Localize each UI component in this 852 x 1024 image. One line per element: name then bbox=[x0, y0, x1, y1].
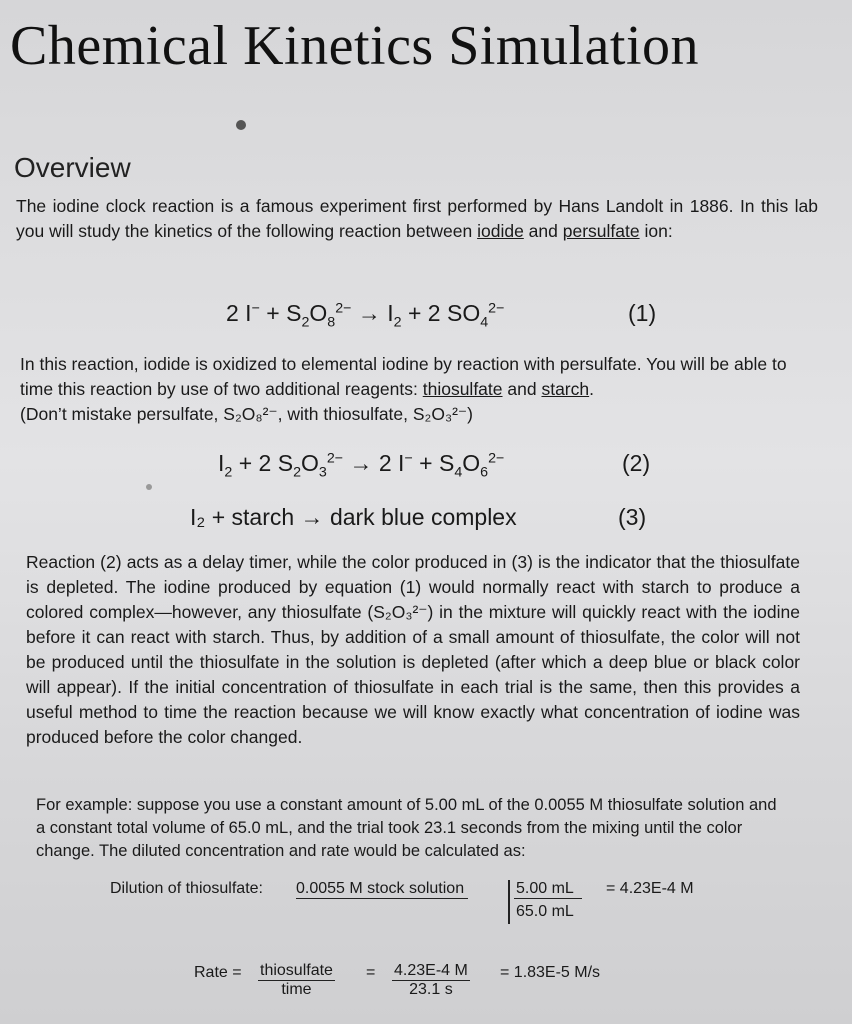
rate-fraction bbox=[258, 962, 335, 999]
rate-value-numerator: 4.23E-4 M bbox=[394, 962, 468, 979]
explanation-paragraph: Reaction (2) acts as a delay timer, while the color produced in (3) is the indicator that the thiosulfate is depleted. The iodine produced by equation (1) would normally react with starch to produce a colored complex—however, any thiosulfate (S₂O₃²⁻) in the mixture will quickly react with the iodine before it can react with starch. Thus, by addition of a small amount of thiosulfate, the color will not be produced until the thiosulfate in the solution is depleted (after which a deep blue or black color will appear). If the initial concentration of thiosulfate in each trial is the same, then this provides a useful method to time the reaction because we will know exactly what concentration of iodine was produced before the color changed. bbox=[26, 552, 800, 747]
rate-equals: = bbox=[366, 964, 376, 981]
page-title: Chemical Kinetics Simulation bbox=[10, 15, 700, 77]
reaction-paragraph: In this reaction, iodide is oxidized to elemental iodine by reaction with persulfate. You will be able to time this reaction by use of two additional reagents: thiosulfate and starch. (Don’t mistake persulfate, S₂O₈²⁻, with thiosulfate, S₂O₃²⁻) bbox=[20, 354, 787, 424]
intro-paragraph: The iodine clock reaction is a famous experiment first performed by Hans Landolt in 1886. In this lab you will study the kinetics of the following reaction between iodide and persulfate ion: bbox=[16, 196, 818, 241]
bullet-dot bbox=[236, 120, 246, 130]
iodide-link[interactable]: iodide bbox=[477, 221, 524, 241]
rate-label: Rate = bbox=[194, 964, 242, 981]
starch-link[interactable]: starch bbox=[541, 379, 590, 399]
rate-numerator: thiosulfate bbox=[260, 962, 333, 979]
rate-result: = 1.83E-5 M/s bbox=[500, 964, 601, 981]
rate-denominator: time bbox=[281, 981, 312, 998]
dilution-stock: 0.0055 M stock solution bbox=[296, 880, 468, 899]
equation-3: I₂ + starch → dark blue complex bbox=[190, 504, 517, 530]
rate-value-denominator: 23.1 s bbox=[409, 981, 453, 998]
dilution-divider bbox=[508, 880, 510, 924]
rate-value-fraction bbox=[392, 962, 470, 999]
stray-dot bbox=[146, 484, 152, 490]
dilution-numerator: 5.00 mL bbox=[514, 880, 582, 899]
equation-1-number: (1) bbox=[628, 300, 657, 326]
dilution-result: = 4.23E-4 M bbox=[606, 880, 694, 897]
thiosulfate-link[interactable]: thiosulfate bbox=[422, 379, 503, 399]
equation-2-number: (2) bbox=[622, 450, 651, 476]
example-paragraph: For example: suppose you use a constant amount of 5.00 mL of the 0.0055 M thiosulfate solution and a constant total volume of 65.0 mL, and the trial took 23.1 seconds from the mixing until the color change. The diluted concentration and rate would be calculated as: bbox=[36, 796, 777, 860]
dilution-denominator: 65.0 mL bbox=[516, 903, 574, 920]
equation-2: $I_2 + 2$ $S_2O_3^{2-} \to 2$ $I^- + S_4O_6^{2-}$ bbox=[218, 450, 505, 481]
persulfate-link[interactable]: persulfate bbox=[562, 221, 640, 241]
dilution-label: Dilution of thiosulfate: bbox=[110, 880, 263, 897]
equation-3-number: (3) bbox=[618, 504, 647, 530]
overview-heading: Overview bbox=[14, 152, 131, 183]
equation-1: 2 $I^- + S_2O_8^{2-} \to I_2 + 2$ $SO_4^{2-}$ bbox=[226, 300, 505, 331]
